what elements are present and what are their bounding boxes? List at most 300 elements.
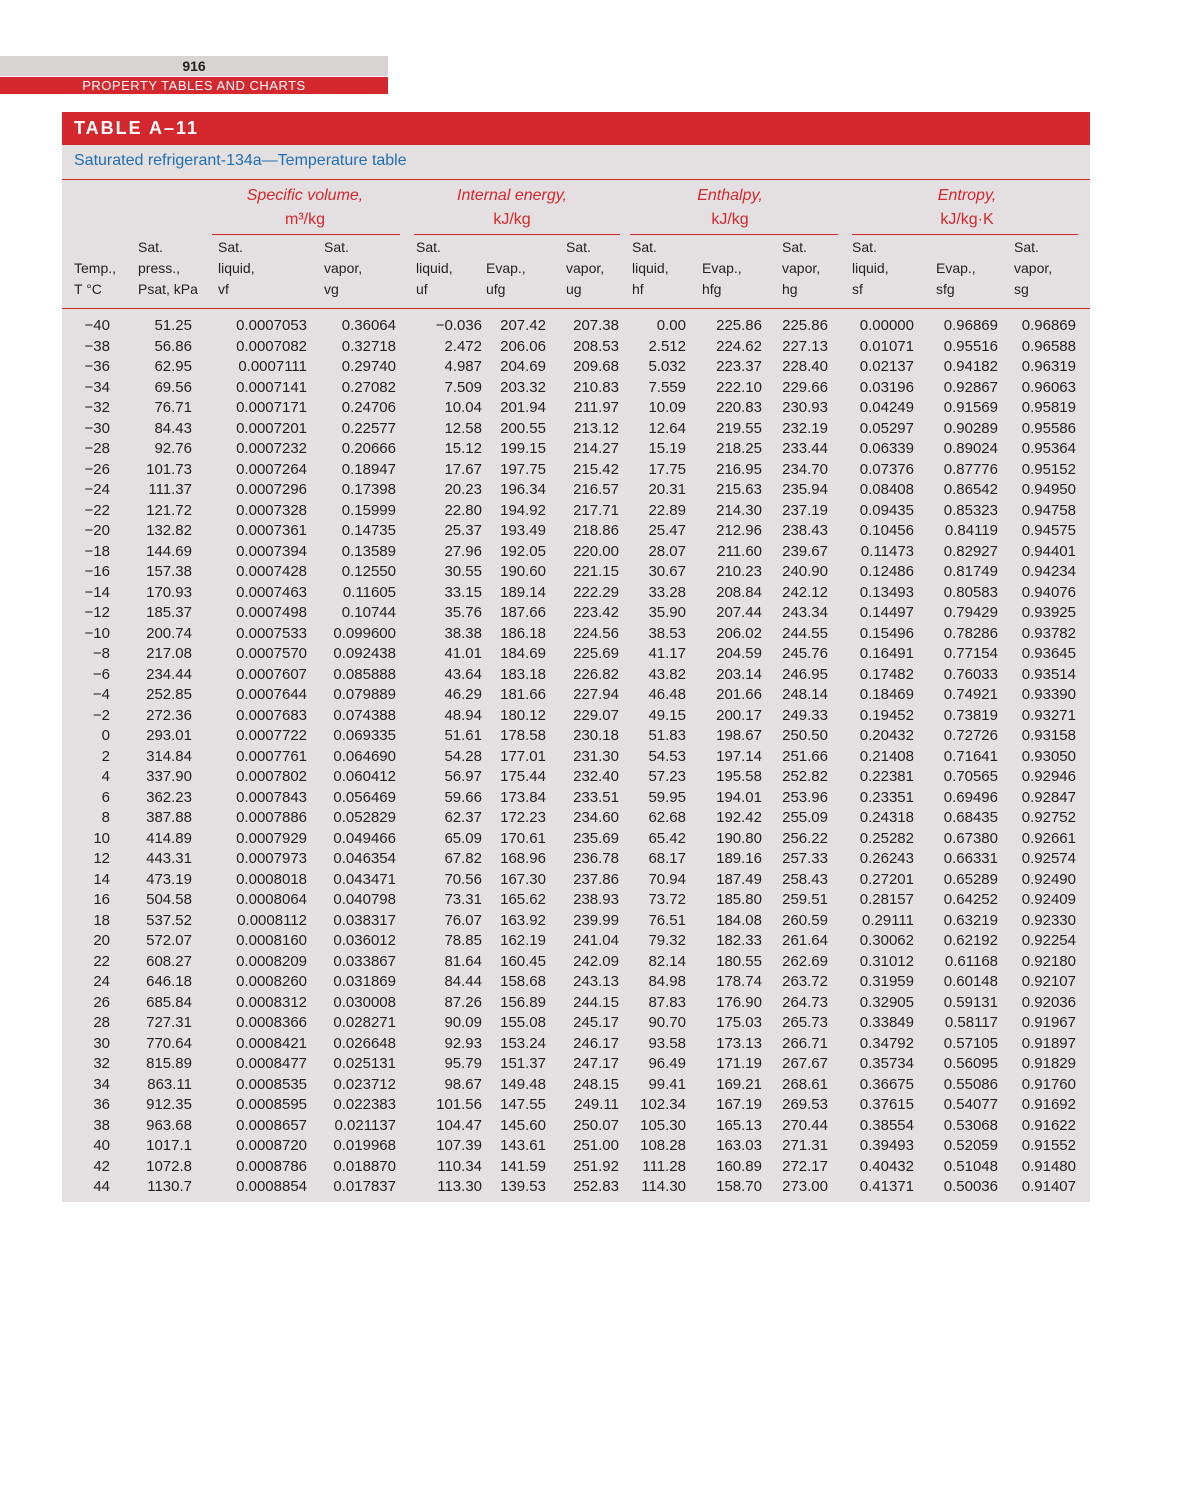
cell-uf: 62.37 (444, 809, 482, 826)
cell-vg: 0.18947 (341, 460, 396, 478)
cell-vf: 0.0007082 (236, 337, 307, 355)
cell-temp: −22 (84, 501, 110, 519)
cell-ufg: 190.60 (500, 563, 546, 580)
cell-uf: 10.04 (444, 399, 482, 416)
cell-temp: −16 (84, 563, 110, 580)
cell-temp: 42 (93, 1157, 110, 1175)
col-header-line3: ug (566, 281, 582, 297)
cell-sg: 0.92946 (1021, 768, 1076, 785)
cell-sg: 0.92574 (1021, 850, 1076, 867)
cell-vg: 0.022383 (333, 1096, 396, 1113)
cell-sf: 0.12486 (859, 563, 914, 580)
cell-ug: 211.97 (574, 399, 619, 416)
cell-hfg: 176.90 (716, 993, 762, 1011)
cell-hfg: 169.21 (716, 1075, 762, 1093)
cell-hf: 43.82 (648, 665, 686, 683)
cell-sf: 0.03196 (859, 378, 914, 396)
cell-sg: 0.95152 (1021, 460, 1076, 478)
col-header-line3: vg (324, 281, 339, 297)
col-header-line1: Sat. (782, 239, 807, 255)
cell-ufg: 180.12 (500, 706, 546, 724)
table-row (62, 788, 1090, 809)
cell-hfg: 173.13 (716, 1034, 762, 1052)
cell-sg: 0.92330 (1021, 911, 1076, 929)
cell-sf: 0.31959 (859, 973, 914, 990)
cell-sf: 0.17482 (859, 665, 914, 683)
cell-sf: 0.20432 (859, 727, 914, 744)
cell-vg: 0.017837 (333, 1178, 396, 1195)
cell-ufg: 200.55 (500, 419, 546, 437)
cell-uf: 17.67 (444, 460, 482, 478)
cell-sfg: 0.57105 (943, 1034, 998, 1052)
cell-ug: 224.56 (573, 624, 619, 642)
cell-temp: 4 (101, 768, 110, 785)
cell-psat: 912.35 (146, 1096, 192, 1113)
cell-hfg: 216.95 (716, 460, 762, 478)
group-rule (212, 234, 400, 235)
cell-sf: 0.04249 (859, 399, 914, 416)
cell-hf: 12.64 (648, 419, 686, 437)
col-header-line3: Psat, kPa (138, 281, 198, 297)
cell-hf: 38.53 (648, 624, 686, 642)
group-unit: kJ/kg·K (940, 211, 994, 228)
table-row (62, 562, 1090, 583)
table-row (62, 439, 1090, 460)
cell-vf: 0.0007802 (236, 768, 307, 785)
cell-psat: 200.74 (146, 624, 192, 642)
cell-ug: 238.93 (573, 891, 619, 908)
cell-hg: 261.64 (782, 932, 828, 949)
cell-sg: 0.96588 (1021, 337, 1076, 355)
cell-sf: 0.25282 (859, 829, 914, 847)
cell-hfg: 189.16 (716, 850, 762, 867)
col-header-psat (138, 237, 198, 300)
cell-hf: 17.75 (648, 460, 686, 478)
cell-vf: 0.0007296 (236, 481, 307, 498)
cell-vg: 0.043471 (333, 870, 396, 888)
cell-vf: 0.0008854 (236, 1178, 307, 1195)
cell-ug: 246.17 (573, 1034, 619, 1052)
cell-vg: 0.079889 (333, 686, 396, 703)
cell-hf: 79.32 (648, 932, 686, 949)
cell-vg: 0.11605 (342, 583, 396, 601)
cell-sfg: 0.52059 (943, 1137, 998, 1154)
cell-hf: 114.30 (641, 1178, 686, 1195)
cell-sg: 0.92661 (1021, 829, 1076, 847)
cell-vg: 0.038317 (333, 911, 396, 929)
group-rule (852, 234, 1078, 235)
cell-sfg: 0.66331 (943, 850, 998, 867)
cell-temp: −34 (84, 378, 110, 396)
cell-vf: 0.0007171 (236, 399, 307, 416)
cell-ufg: 196.34 (500, 481, 546, 498)
table-label: TABLE A–11 (62, 112, 1090, 145)
cell-hg: 264.73 (782, 993, 828, 1011)
col-header-line3: hfg (702, 281, 722, 297)
col-header-line1: Sat. (218, 239, 243, 255)
cell-sfg: 0.94182 (943, 358, 998, 375)
cell-sfg: 0.70565 (943, 768, 998, 785)
cell-hf: 10.09 (648, 399, 686, 416)
cell-uf: 54.28 (444, 747, 482, 765)
cell-sfg: 0.87776 (943, 460, 998, 478)
cell-ug: 251.92 (573, 1157, 619, 1175)
cell-sf: 0.38554 (859, 1116, 914, 1134)
col-header-line2: vapor, (324, 260, 363, 276)
cell-sf: 0.11473 (860, 542, 914, 560)
cell-hf: 2.512 (648, 337, 686, 355)
cell-hf: 28.07 (648, 542, 686, 560)
cell-temp: 34 (93, 1075, 110, 1093)
section-title: PROPERTY TABLES AND CHARTS (0, 77, 388, 94)
cell-vf: 0.0007111 (238, 358, 307, 375)
cell-vf: 0.0008595 (236, 1096, 307, 1113)
cell-psat: 92.76 (154, 440, 192, 457)
cell-hg: 229.66 (782, 378, 828, 396)
cell-hf: 102.34 (640, 1096, 686, 1113)
cell-hfg: 204.59 (716, 645, 762, 662)
table-row (62, 644, 1090, 665)
cell-temp: −10 (84, 624, 110, 642)
cell-hg: 251.66 (782, 747, 828, 765)
cell-vf: 0.0007232 (236, 440, 307, 457)
cell-psat: 387.88 (146, 809, 192, 826)
cell-vg: 0.026648 (333, 1034, 396, 1052)
cell-vg: 0.069335 (333, 727, 396, 744)
cell-sfg: 0.82927 (943, 542, 998, 560)
group-rule (414, 234, 620, 235)
table-row (62, 521, 1090, 542)
cell-hfg: 218.25 (716, 440, 762, 457)
group-title: Enthalpy, (697, 187, 763, 204)
cell-temp: 26 (93, 993, 110, 1011)
cell-sfg: 0.69496 (943, 788, 998, 806)
cell-vg: 0.27082 (341, 378, 396, 396)
cell-hf: 65.42 (648, 829, 686, 847)
cell-ug: 239.99 (573, 911, 619, 929)
cell-vg: 0.29740 (341, 358, 396, 375)
cell-ufg: 175.44 (500, 768, 546, 785)
cell-sg: 0.92490 (1021, 870, 1076, 888)
cell-vg: 0.085888 (333, 665, 396, 683)
col-header-sfg (936, 237, 976, 300)
cell-sfg: 0.60148 (943, 973, 998, 990)
cell-ug: 248.15 (573, 1075, 619, 1093)
cell-uf: 87.26 (444, 993, 482, 1011)
table-row (62, 1034, 1090, 1055)
cell-hfg: 223.37 (716, 358, 762, 375)
cell-sg: 0.91552 (1021, 1137, 1076, 1154)
cell-sfg: 0.56095 (943, 1055, 998, 1072)
cell-vg: 0.22577 (341, 419, 396, 437)
table-row (62, 829, 1090, 850)
cell-vg: 0.13589 (341, 542, 396, 560)
cell-uf: 30.55 (444, 563, 482, 580)
col-header-line1: Sat. (566, 239, 591, 255)
cell-uf: 84.44 (444, 973, 482, 990)
cell-sfg: 0.85323 (943, 501, 998, 519)
cell-psat: 111.37 (148, 481, 192, 498)
cell-hfg: 224.62 (716, 337, 762, 355)
cell-ufg: 206.06 (500, 337, 546, 355)
col-header-line1: Sat. (416, 239, 441, 255)
col-header-line2: Evap., (702, 260, 742, 276)
cell-sg: 0.92036 (1021, 993, 1076, 1011)
cell-hfg: 194.01 (716, 788, 762, 806)
cell-sg: 0.96869 (1021, 317, 1076, 334)
cell-psat: 362.23 (146, 788, 192, 806)
cell-psat: 293.01 (146, 727, 192, 744)
cell-sfg: 0.74921 (943, 686, 998, 703)
cell-vf: 0.0007533 (236, 624, 307, 642)
cell-hfg: 215.63 (716, 481, 762, 498)
cell-uf: 7.509 (444, 378, 482, 396)
cell-vf: 0.0008312 (236, 993, 307, 1011)
cell-ufg: 203.32 (500, 378, 546, 396)
cell-hf: 7.559 (648, 378, 686, 396)
cell-uf: 4.987 (444, 358, 482, 375)
cell-hg: 255.09 (782, 809, 828, 826)
col-header-sg (1014, 237, 1052, 300)
cell-hg: 238.43 (782, 522, 828, 539)
cell-sf: 0.18469 (859, 686, 914, 703)
cell-hfg: 160.89 (716, 1157, 762, 1175)
group-enthalpy (630, 184, 830, 232)
header-rule (62, 308, 1090, 309)
cell-sfg: 0.95516 (943, 337, 998, 355)
cell-hf: 35.90 (648, 604, 686, 621)
cell-sg: 0.91829 (1021, 1055, 1076, 1072)
cell-hfg: 206.02 (716, 624, 762, 642)
cell-vg: 0.32718 (341, 337, 396, 355)
cell-ug: 215.42 (573, 460, 619, 478)
cell-hf: 51.83 (648, 727, 686, 744)
cell-ug: 222.29 (573, 583, 619, 601)
cell-uf: 38.38 (444, 624, 482, 642)
cell-hfg: 192.42 (716, 809, 762, 826)
cell-hg: 262.69 (782, 952, 828, 970)
cell-psat: 252.85 (146, 686, 192, 703)
cell-ufg: 139.53 (500, 1178, 546, 1195)
cell-vf: 0.0007761 (236, 747, 307, 765)
cell-psat: 646.18 (146, 973, 192, 990)
col-header-vf (218, 237, 255, 300)
cell-temp: 8 (101, 809, 110, 826)
cell-sf: 0.28157 (859, 891, 914, 908)
cell-psat: 963.68 (146, 1116, 192, 1134)
col-header-line1 (74, 237, 116, 258)
cell-sg: 0.92180 (1021, 952, 1076, 970)
group-unit: m³/kg (285, 211, 325, 228)
cell-ufg: 207.42 (500, 317, 546, 334)
cell-ufg: 147.55 (500, 1096, 546, 1113)
cell-ug: 242.09 (573, 952, 619, 970)
cell-hg: 232.19 (782, 419, 828, 437)
cell-ug: 233.51 (573, 788, 619, 806)
cell-sg: 0.94076 (1021, 583, 1076, 601)
cell-sf: 0.33849 (859, 1014, 914, 1031)
cell-temp: −30 (84, 419, 110, 437)
cell-sf: 0.10456 (859, 522, 914, 539)
cell-psat: 815.89 (146, 1055, 192, 1072)
cell-ufg: 158.68 (500, 973, 546, 990)
cell-temp: 16 (93, 891, 110, 908)
cell-hg: 248.14 (782, 686, 828, 703)
cell-psat: 144.69 (146, 542, 192, 560)
cell-sfg: 0.79429 (943, 604, 998, 621)
cell-hg: 239.67 (782, 542, 828, 560)
cell-hfg: 180.55 (716, 952, 762, 970)
cell-sg: 0.93782 (1021, 624, 1076, 642)
cell-sfg: 0.53068 (943, 1116, 998, 1134)
cell-sf: 0.13493 (859, 583, 914, 601)
cell-vg: 0.030008 (333, 993, 396, 1011)
cell-vg: 0.028271 (333, 1014, 396, 1031)
cell-ufg: 193.49 (500, 522, 546, 539)
cell-sg: 0.94950 (1021, 481, 1076, 498)
cell-sfg: 0.50036 (943, 1178, 998, 1195)
cell-sf: 0.08408 (859, 481, 914, 498)
cell-sf: 0.16491 (859, 645, 914, 662)
cell-vg: 0.10744 (341, 604, 396, 621)
cell-hg: 249.33 (782, 706, 828, 724)
cell-temp: −20 (84, 522, 110, 539)
cell-vf: 0.0007886 (236, 809, 307, 826)
cell-hg: 245.76 (782, 645, 828, 662)
cell-vg: 0.018870 (333, 1157, 396, 1175)
cell-sg: 0.91480 (1021, 1157, 1076, 1175)
cell-vg: 0.092438 (333, 645, 396, 662)
table-row (62, 1177, 1090, 1198)
cell-psat: 1130.7 (147, 1178, 192, 1195)
cell-uf: 59.66 (444, 788, 482, 806)
cell-vf: 0.0007463 (236, 583, 307, 601)
col-header-line3: sfg (936, 281, 955, 297)
cell-uf: 101.56 (436, 1096, 482, 1113)
cell-vf: 0.0007607 (236, 665, 307, 683)
cell-uf: 25.37 (444, 522, 482, 539)
cell-hf: 59.95 (648, 788, 686, 806)
cell-uf: 107.39 (436, 1137, 482, 1154)
cell-hf: 46.48 (648, 686, 686, 703)
cell-psat: 51.25 (154, 317, 192, 334)
cell-ufg: 145.60 (500, 1116, 546, 1134)
group-title: Entropy, (937, 187, 997, 204)
cell-vg: 0.049466 (333, 829, 396, 847)
cell-psat: 69.56 (154, 378, 192, 396)
cell-uf: 67.82 (444, 850, 482, 867)
cell-psat: 414.89 (146, 829, 192, 847)
cell-hfg: 158.70 (716, 1178, 762, 1195)
cell-psat: 473.19 (146, 870, 192, 888)
cell-ufg: 141.59 (500, 1157, 546, 1175)
cell-psat: 121.72 (146, 501, 192, 519)
cell-temp: −8 (92, 645, 110, 662)
cell-ufg: 194.92 (500, 501, 546, 519)
cell-ug: 249.11 (574, 1096, 619, 1113)
cell-uf: 51.61 (444, 727, 482, 744)
cell-hg: 256.22 (782, 829, 828, 847)
cell-hf: 25.47 (648, 522, 686, 539)
cell-hf: 84.98 (648, 973, 686, 990)
cell-vf: 0.0007361 (236, 522, 307, 539)
cell-vg: 0.021137 (334, 1116, 396, 1134)
cell-vf: 0.0007053 (236, 317, 307, 334)
cell-ug: 243.13 (573, 973, 619, 990)
cell-hf: 93.58 (648, 1034, 686, 1052)
cell-psat: 1017.1 (146, 1137, 192, 1154)
cell-vf: 0.0007428 (236, 563, 307, 580)
col-header-hf (632, 237, 669, 300)
cell-uf: 20.23 (444, 481, 482, 498)
cell-ufg: 192.05 (500, 542, 546, 560)
cell-sfg: 0.61168 (944, 952, 998, 970)
cell-ug: 209.68 (573, 358, 619, 375)
cell-ug: 216.57 (573, 481, 619, 498)
group-title: Internal energy, (457, 187, 567, 204)
cell-ug: 252.83 (573, 1178, 619, 1195)
cell-sf: 0.37615 (859, 1096, 914, 1113)
cell-ufg: 160.45 (500, 952, 546, 970)
cell-sf: 0.07376 (859, 460, 914, 478)
cell-temp: −40 (84, 317, 110, 334)
table-row (62, 952, 1090, 973)
table-row (62, 624, 1090, 645)
col-header-line1: Sat. (324, 239, 349, 255)
cell-psat: 727.31 (146, 1014, 192, 1031)
cell-ug: 250.07 (573, 1116, 619, 1134)
cell-hg: 269.53 (782, 1096, 828, 1113)
cell-hfg: 203.14 (716, 665, 762, 683)
cell-sg: 0.96063 (1021, 378, 1076, 396)
table-row (62, 316, 1090, 337)
cell-temp: 38 (93, 1116, 110, 1134)
col-header-line1 (486, 237, 526, 258)
cell-psat: 185.37 (146, 604, 192, 621)
cell-vf: 0.0007929 (236, 829, 307, 847)
cell-vf: 0.0007328 (236, 501, 307, 519)
cell-vf: 0.0007683 (236, 706, 307, 724)
table-row (62, 808, 1090, 829)
table-row (62, 1157, 1090, 1178)
cell-ug: 247.17 (573, 1055, 619, 1072)
cell-hg: 272.17 (782, 1157, 828, 1175)
cell-hg: 259.51 (782, 891, 828, 908)
cell-sfg: 0.58117 (944, 1014, 998, 1031)
cell-sfg: 0.55086 (943, 1075, 998, 1093)
cell-hfg: 212.96 (716, 522, 762, 539)
cell-sg: 0.93271 (1021, 706, 1076, 724)
cell-sf: 0.01071 (859, 337, 914, 355)
table-row (62, 706, 1090, 727)
cell-sfg: 0.54077 (943, 1096, 998, 1113)
cell-temp: −36 (84, 358, 110, 375)
table-row (62, 849, 1090, 870)
cell-vg: 0.24706 (341, 399, 396, 416)
cell-ug: 236.78 (573, 850, 619, 867)
cell-uf: 76.07 (444, 911, 482, 929)
cell-ufg: 153.24 (500, 1034, 546, 1052)
cell-vf: 0.0007722 (236, 727, 307, 744)
cell-psat: 685.84 (146, 993, 192, 1011)
cell-uf: 22.80 (444, 501, 482, 519)
cell-vf: 0.0008112 (237, 911, 307, 929)
cell-temp: −4 (92, 686, 110, 703)
cell-sf: 0.21408 (859, 747, 914, 765)
cell-hf: 90.70 (648, 1014, 686, 1031)
cell-sf: 0.40432 (859, 1157, 914, 1175)
cell-uf: 35.76 (444, 604, 482, 621)
